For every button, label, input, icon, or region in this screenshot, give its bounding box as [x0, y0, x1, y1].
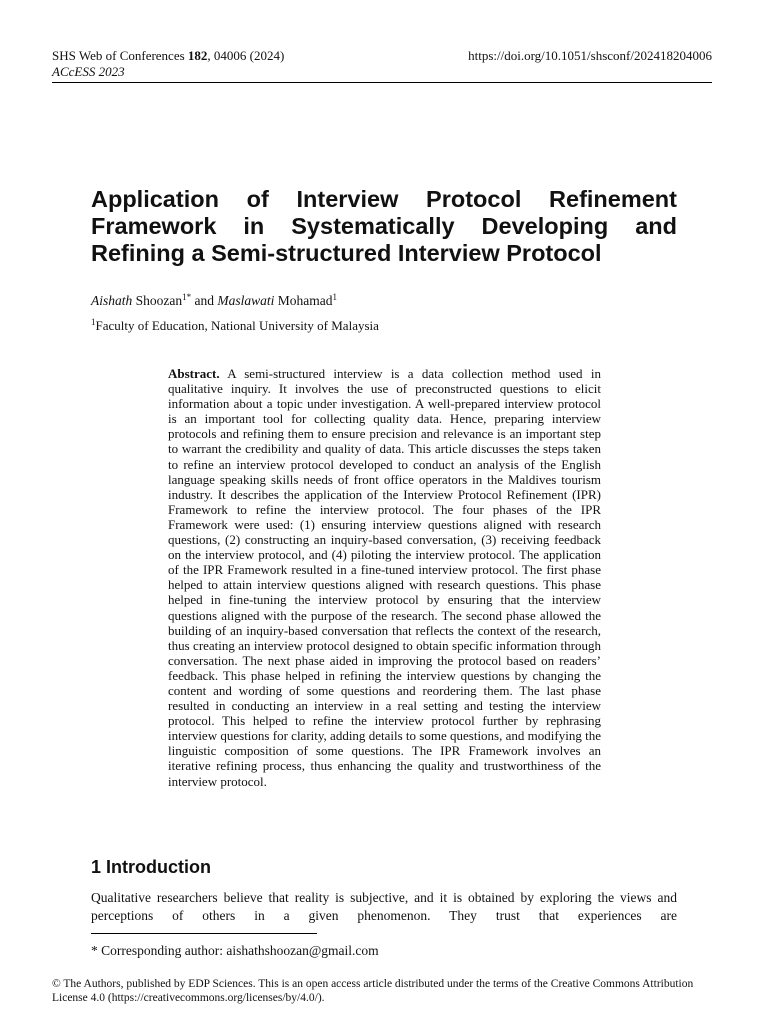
footnote-divider — [91, 933, 317, 934]
author-conjunction: and — [194, 293, 215, 308]
conference-name: ACcESS 2023 — [52, 64, 125, 79]
affiliation — [91, 318, 379, 334]
author-2-last-name: Mohamad — [277, 293, 333, 308]
introduction-paragraph: Qualitative researchers believe that reality is subjective, and it is obtained by exploring the views and perceptions of others in a given phenomenon. They trust that experiences are — [91, 890, 677, 923]
section-heading-introduction: 1 Introduction — [91, 857, 211, 877]
author-line — [91, 293, 337, 309]
paper-title: Application of Interview Protocol Refinement Framework in Systematically Developing and Refining a Semi-structured Interview Protocol — [91, 186, 677, 266]
corresponding-author-footnote: * Corresponding author: aishathshoozan@gmail.com — [91, 943, 379, 958]
abstract-label: Abstract. — [168, 366, 220, 381]
license-notice: © The Authors, published by EDP Sciences. This is an open access article distributed under the terms of the Creative Commons Attribution License 4.0 (https://creativecommons.org/licenses/by/4.0/). — [52, 978, 694, 1004]
journal-name: SHS Web of Conferences — [52, 48, 185, 63]
doi-link[interactable]: https://doi.org/10.1051/shsconf/202418204006 — [468, 48, 712, 63]
affiliation-text: Faculty of Education, National University of Malaysia — [95, 318, 379, 333]
author-1-affiliation-mark: 1* — [182, 292, 192, 302]
author-1-first-name: Aishath — [91, 293, 133, 308]
affiliation-mark: 1 — [91, 317, 96, 327]
article-number: , 04006 (2024) — [207, 48, 285, 63]
running-header-citation — [52, 48, 284, 80]
volume-number: 182 — [187, 48, 208, 63]
abstract — [168, 366, 601, 789]
author-2-affiliation-mark: 1 — [332, 292, 338, 302]
header-divider — [52, 82, 712, 83]
author-2-first-name: Maslawati — [217, 293, 275, 308]
abstract-text: A semi-structured interview is a data collection method used in qualitative inquiry. It involves the use of preconstructed questions to elicit information about a topic under investigation. A well-prepared interview protocol is an important tool for collecting quality data. Hence, preparing interview protocols and refining them to ensure precision and relevance is an important step to warrant the credibility and quality of data. This article discusses the steps taken to refine an interview protocol developed to conduct an analysis of the English language speaking skills needs of front office operators in the Maldives tourism industry. It describes the application of the Interview Protocol Refinement (IPR) Framework to refine the interview protocol. The four phases of the IPR Framework were used: (1) ensuring interview questions aligned with research questions, (2) constructing an inquiry-based conversation, (3) receiving feedback on the interview protocol, and (4) piloting the interview protocol. The application of the IPR Framework resulted in a fine-tuned interview protocol. The first phase helped to attain interview questions aligned with research questions. This phase helped in fine-tuning the interview protocol by ensuring that the interview questions aligned with the purpose of the research. The second phase allowed the building of an inquiry-based conversation that reflects the context of the research, thus creating an interview protocol designed to obtain specific information through conversation. The next phase aided in improving the protocol based on readers’ feedback. This phase helped in refining the interview questions by changing the content and wording of some questions and reordering them. The last phase resulted in conducting an interview in a real setting and testing the interview protocol. This helped to refine the interview protocol further by rephrasing interview questions for clarity, adding details to some questions, and modifying the linguistic composition of some questions. The IPR Framework involves an iterative refining process, thus enhancing the quality and trustworthiness of the interview protocol. — [168, 366, 601, 789]
author-1-last-name: Shoozan — [135, 293, 183, 308]
